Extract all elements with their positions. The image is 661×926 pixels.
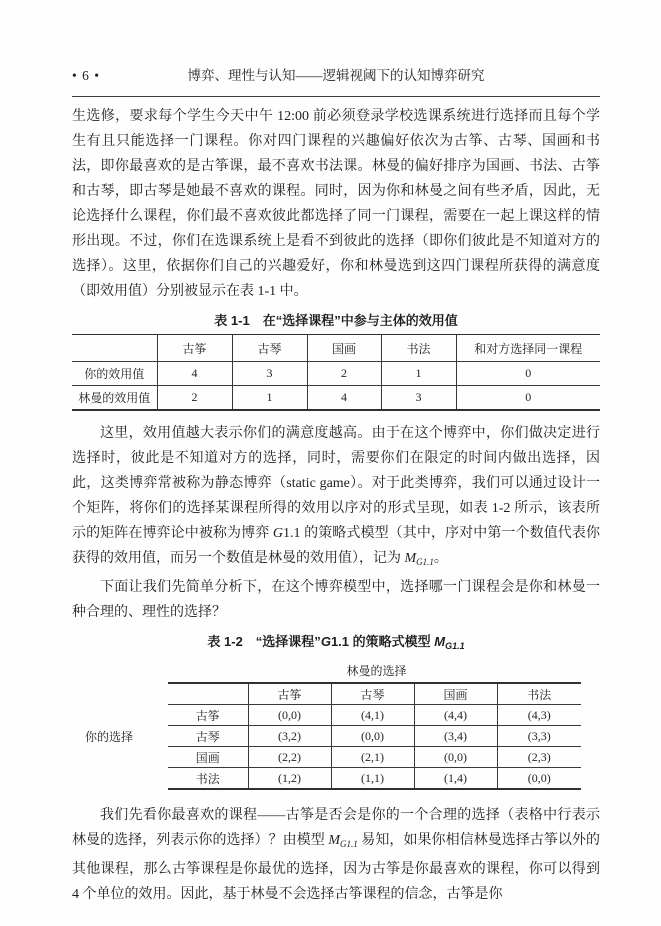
text-segment: M	[328, 833, 341, 848]
table2-column-player-label: 林曼的选择	[346, 664, 407, 678]
table-header-row	[72, 335, 600, 362]
row-label-cell: 国画	[168, 747, 248, 768]
value-cell: (0,0)	[414, 747, 497, 768]
text-segment: G1.1	[340, 839, 358, 849]
column-header-cell: 古琴	[232, 335, 307, 362]
table-row	[72, 386, 600, 411]
column-header-cell	[72, 335, 157, 362]
value-cell: (3,2)	[248, 726, 331, 747]
value-cell: (2,3)	[497, 747, 581, 768]
value-cell: 1	[232, 386, 307, 411]
value-cell: (3,4)	[414, 726, 497, 747]
value-cell: 2	[157, 386, 232, 411]
column-header-cell: 国画	[414, 683, 497, 705]
row-label-cell: 书法	[168, 768, 248, 790]
table2-wrap	[72, 682, 600, 790]
value-cell: (4,4)	[414, 705, 497, 726]
book-title: 博弈、理性与认知——逻辑视阈下的认知博弈研究	[187, 68, 485, 83]
paragraph-3	[72, 575, 600, 625]
value-cell: 1	[381, 362, 456, 386]
column-header-cell: 古琴	[331, 683, 414, 705]
column-header-cell: 和对方选择同一课程	[456, 335, 600, 362]
value-cell: 3	[232, 362, 307, 386]
text-segment: G1.1	[445, 641, 465, 651]
table2-row-player-label: 你的选择	[85, 729, 134, 744]
column-header-cell: 国画	[307, 335, 381, 362]
text-segment: 1.1 的策略式模型（其中，序对中第一个数值代表你获得的效用值，而另一个数值是林曼的效用值），记为	[72, 526, 600, 566]
text-segment: G1.1	[416, 557, 434, 567]
table2-block	[72, 664, 600, 790]
value-cell: (2,2)	[248, 747, 331, 768]
text-segment: G	[272, 526, 284, 541]
table2-body	[168, 683, 581, 789]
text-segment: 表 1-2 “选择课程”	[207, 634, 321, 649]
table-row	[168, 705, 581, 726]
column-header-cell: 书法	[381, 335, 456, 362]
value-cell: (1,4)	[414, 768, 497, 790]
value-cell: (0,0)	[331, 726, 414, 747]
value-cell: 0	[525, 390, 532, 404]
table-utility-values	[72, 334, 600, 411]
value-cell: 4	[307, 386, 381, 411]
text-segment: 1.1 的策略式模型	[330, 634, 435, 649]
value-cell: (1,2)	[248, 768, 331, 790]
column-header-cell	[168, 683, 248, 705]
value-cell: (4,3)	[497, 705, 581, 726]
value-cell: 0	[456, 362, 600, 386]
text-segment: G	[320, 634, 331, 649]
row-label-cell: 林曼的效用值	[72, 386, 157, 411]
value-cell: 2	[307, 362, 381, 386]
table-row	[168, 726, 581, 747]
value-cell: (0,0)	[527, 770, 551, 785]
text-segment: 。	[433, 551, 448, 566]
column-header-cell: 古筝	[157, 335, 232, 362]
text-segment: M	[434, 634, 446, 649]
value-cell: (3,3)	[497, 726, 581, 747]
row-label-cell: 古琴	[168, 726, 248, 747]
text-segment: 我们先看你最喜欢的课程——古筝是否会是你的一个合理的选择（表格中行表示林曼的选择，列表示你的选择）？由模型	[72, 808, 600, 848]
value-cell: (2,1)	[331, 747, 414, 768]
paragraph-2	[72, 421, 600, 575]
text-segment: 下面让我们先简单分析下，在这个博弈模型中，选择哪一门课程会是你和林曼一种合理的、理性的选择？	[72, 580, 600, 620]
text-segment: M	[404, 551, 417, 566]
table-row	[168, 747, 581, 768]
table2-caption	[72, 633, 600, 655]
page-number: • 6 •	[72, 68, 100, 83]
table-row	[168, 768, 581, 790]
text-segment: 生选修，要求每个学生今天中午 12:00 前必须登录学校选课系统进行选择而且每个学生有且只能选择一门课程。你对四门课程的兴趣偏好依次为古筝、古琴、国画和书法，即你最喜欢的是古筝课，最不喜欢书法课。林曼的偏好排序为国画、书法、古筝和古琴，即古琴是她最不喜欢的课程。同时，因为你和林曼之间有些矛盾，因此，无论选择什么课程，你们最不喜欢彼此都选择了同一门课程，需要在一起上课这样的情形出现。不过，你们在选课系统上是看不到彼此的选择（即你们彼此是不知道对方的选择）。这里，依据你们自己的兴趣爱好，你和林曼选到这四门课程所获得的满意度（即效用值）分别被显示在表 1-1 中。	[72, 109, 600, 299]
table-header-row	[168, 683, 581, 705]
running-header	[72, 64, 600, 97]
text-segment: 易知，如果你相信林曼选择古筝以外的其他课程，那么古筝课程是你最优的选择，因为古筝是你最喜欢的课程，你可以得到 4 个单位的效用。因此，基于林曼不会选择古筝课程的信念，古筝是你	[72, 833, 601, 902]
text-segment: 这里，效用值越大表示你们的满意度越高。由于在这个博弈中，你们做决定进行选择时，彼此是不知道对方的选择，同时，需要你们在限定的时间内做出选择，因此，这类博弈常被称为静态博弈（static game）。对于此类博弈，我们可以通过设计一个矩阵，将你们的选择某课程所得的效用以序对的形式呈现，如表 1-2 所示，该表所示的矩阵在博弈论中被称为博弈	[72, 426, 600, 541]
value-cell: 4	[157, 362, 232, 386]
table1-body	[72, 335, 600, 411]
value-cell: (4,1)	[331, 705, 414, 726]
paragraph-4	[72, 803, 600, 907]
table-strategic-model	[168, 682, 581, 790]
table-row	[72, 362, 600, 386]
column-header-cell: 书法	[497, 683, 581, 705]
table1-caption: 表 1-1 在“选择课程”中参与主体的效用值	[214, 313, 458, 328]
value-cell: 3	[381, 386, 456, 411]
value-cell: (1,1)	[331, 768, 414, 790]
value-cell: (0,0)	[248, 705, 331, 726]
column-header-cell: 古筝	[248, 683, 331, 705]
row-label-cell: 古筝	[168, 705, 248, 726]
paragraph-1	[72, 104, 600, 304]
row-label-cell: 你的效用值	[72, 362, 157, 386]
